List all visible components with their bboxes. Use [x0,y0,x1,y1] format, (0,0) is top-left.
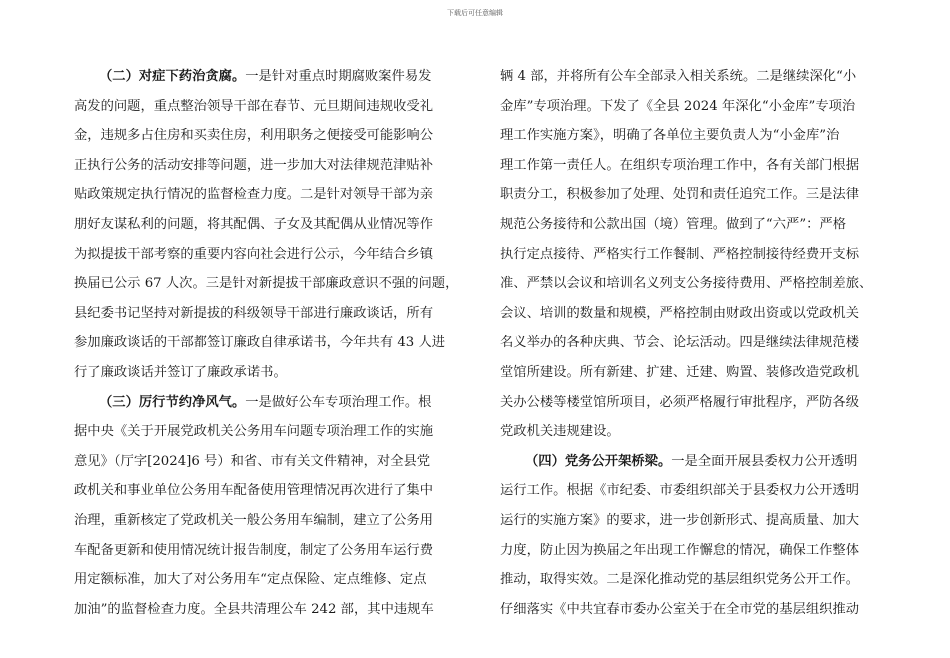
line-text: 车配备更新和使用情况统计报告制度，制定了公务用车运行费 [74,542,434,558]
text-line [74,299,474,329]
text-line [74,417,474,447]
page-header: 下载后可任意编辑 [447,9,503,17]
line-text: 理工作第一责任人。在组织专项治理工作中，各有关部门根据 [500,157,860,173]
text-line [74,506,474,536]
text-line [74,536,474,566]
line-text: 堂馆所建设。所有新建、扩建、迁建、购置、装修改造党政机 [500,364,860,380]
text-line [500,565,900,595]
line-text: 一是全面开展县委权力公开透明 [671,453,858,469]
line-text: 执行定点接待、严格实行工作餐制、严格控制接待经费开支标 [500,246,860,262]
text-line [500,417,900,447]
line-text: 换届已公示 67 人次。三是针对新提拔干部廉政意识不强的问题， [74,276,459,292]
line-text: 高发的问题，重点整治领导干部在春节、元旦期间违规收受礼 [74,98,434,114]
text-line [500,328,900,358]
line-text: 加油”的监督检查力度。全县共清理公车 242 部，其中违规车 [74,601,434,617]
text-line [74,92,474,122]
line-text: 一是针对重点时期腐败案件易发 [245,69,432,84]
text-line [500,388,900,418]
line-text: 正执行公务的活动安排等问题，进一步加大对法律规范津贴补 [74,157,434,173]
text-line [500,180,900,210]
line-text: 政机关和事业单位公务用车配备使用管理情况再次进行了集中 [74,483,434,499]
text-line [500,121,900,151]
text-line [74,121,474,151]
text-line [74,240,474,270]
text-line [500,210,900,240]
text-line [500,506,900,536]
section-heading: （四）党务公开架桥梁。 [525,453,672,469]
line-text: 准、严禁以会议和培训名义列支公务接待费用、严格控制差旅、 [500,276,873,292]
text-line [74,476,474,506]
text-line [500,476,900,506]
text-line [500,536,900,566]
text-line [500,299,900,329]
line-text: 职责分工，积极参加了处理、处罚和责任追究工作。三是法律 [500,187,860,203]
line-text: 力度，防止因为换届之年出现工作懈怠的情况，确保工作整体 [500,542,860,558]
section-heading: （二）对症下药治贪腐。 [99,69,246,84]
line-text: 规范公务接待和公款出国（境）管理。做到了“六严”：严格 [500,216,847,232]
line-text: 朋好友谋私利的问题，将其配偶、子女及其配偶从业情况等作 [74,216,434,232]
section-heading: （三）厉行节约净风气。 [99,394,246,410]
text-line [74,180,474,210]
line-text: 金库”专项治理。下发了《全县 2024 年深化“小金库”专项治 [500,98,856,114]
line-text: 仔细落实《中共宜春市委办公室关于在全市党的基层组织推动 [500,601,860,617]
text-line [74,447,474,477]
line-text: 会议、培训的数量和规模，严格控制由财政出资或以党政机关 [500,305,860,321]
text-line [500,269,900,299]
text-line [500,62,900,92]
line-text: 运行的实施方案》的要求，进一步创新形式、提高质量、加大 [500,512,860,528]
line-text: 为拟提拔干部考察的重要内容向社会进行公示，今年结合乡镇 [74,246,434,262]
line-text: 据中央《关于开展党政机关公务用车问题专项治理工作的实施 [74,424,434,440]
line-text: 意见》（厅字[2024]6 号）和省、市有关文件精神，对全县党 [74,453,431,469]
line-text: 参加廉政谈话的干部都签订廉政自律承诺书，今年共有 43 人进 [74,335,446,351]
left-column [74,62,474,624]
text-line [500,447,900,477]
text-line [74,151,474,181]
text-line [74,565,474,595]
text-line [500,151,900,181]
line-text: 治理，重新核定了党政机关一般公务用车编制，建立了公务用 [74,512,434,528]
text-line [500,92,900,122]
line-text: 运行工作。根据《市纪委、市委组织部关于县委权力公开透明 [500,483,860,499]
line-text: 贴政策规定执行情况的监督检查力度。二是针对领导干部为亲 [74,187,434,203]
line-text: 理工作实施方案》，明确了各单位主要负责人为“小金库”治 [500,128,840,144]
text-line [500,595,900,625]
line-text: 名义举办的各种庆典、节会、论坛活动。四是继续法律规范楼 [500,335,860,351]
text-line [74,358,474,388]
line-text: 行了廉政谈话并签订了廉政承诺书。 [74,364,287,380]
line-text: 一是做好公车专项治理工作。根 [245,394,432,410]
text-line [74,269,474,299]
line-text: 党政机关违规建设。 [500,424,620,440]
text-line [74,388,474,418]
line-text: 辆 4 部，并将所有公车全部录入相关系统。二是继续深化“小 [500,69,857,84]
line-text: 金，违规多占住房和买卖住房，利用职务之便接受可能影响公 [74,128,434,144]
text-line [74,210,474,240]
line-text: 关办公楼等楼堂馆所项目，必须严格履行审批程序，严防各级 [500,394,860,410]
line-text: 推动，取得实效。二是深化推动党的基层组织党务公开工作。 [500,572,860,588]
text-line [74,62,474,92]
text-line [74,328,474,358]
right-column [500,62,900,624]
text-line [500,358,900,388]
line-text: 用定额标准，加大了对公务用车“定点保险、定点维修、定点 [74,572,427,588]
line-text: 县纪委书记坚持对新提拔的科级领导干部进行廉政谈话，所有 [74,305,434,321]
text-line [74,595,474,625]
text-line [500,240,900,270]
